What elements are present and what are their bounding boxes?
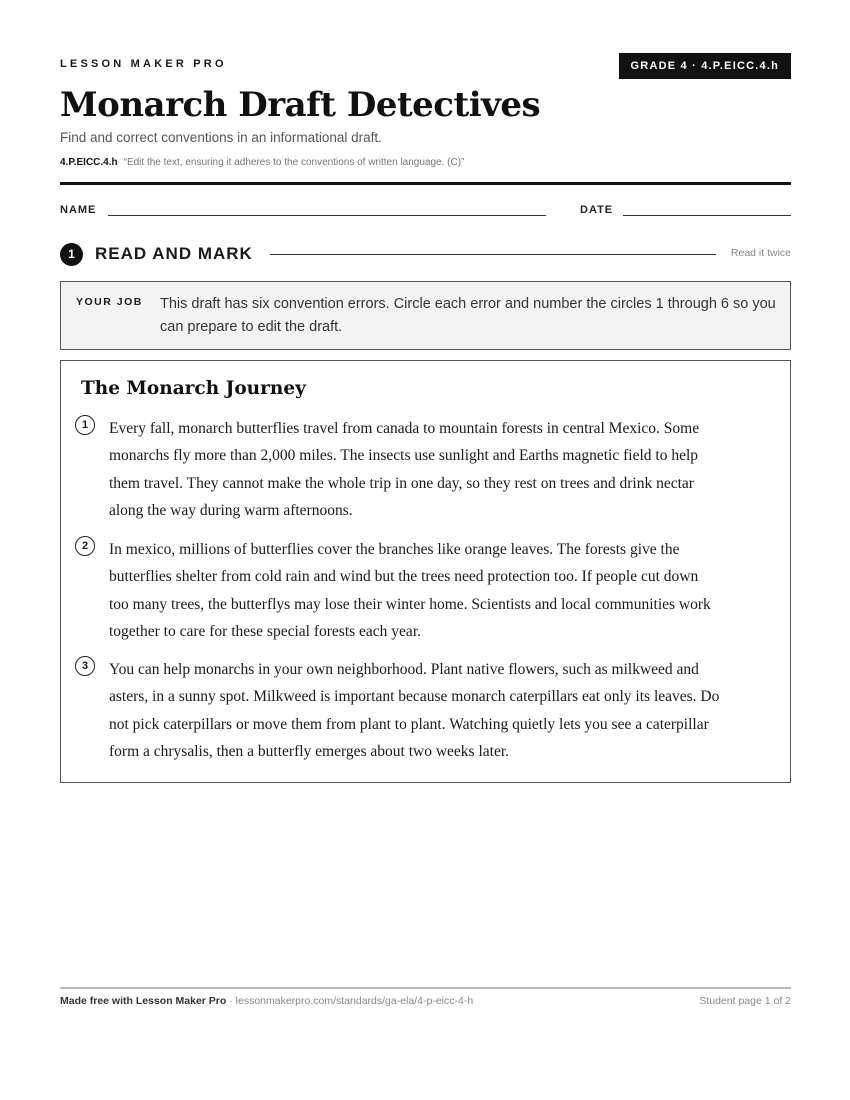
footer-page-number: Student page 1 of 2	[699, 995, 791, 1007]
paragraph-line: butterflies shelter from cold rain and wind but the trees need protection too. If people cut down	[109, 568, 699, 586]
section-divider	[270, 254, 716, 255]
grade-badge: GRADE 4 · 4.P.EICC.4.h	[619, 53, 791, 79]
draft-passage-box	[60, 360, 791, 783]
job-label: YOUR JOB	[76, 296, 143, 308]
footer-divider	[60, 987, 791, 989]
standard-code: 4.P.EICC.4.h	[60, 157, 118, 168]
paragraph-line: not pick caterpillars or move them from plant to plant. Watching quietly lets you see a caterpillar	[109, 715, 709, 733]
paragraph-line: too many trees, the butterflys may lose their winter home. Scientists and local communities work	[109, 595, 711, 613]
section-header	[60, 242, 791, 266]
paragraph-line: form a chrysalis, then a butterfly emerges about two weeks later.	[109, 742, 510, 760]
paragraph-line: In mexico, millions of butterflies cover the branches like orange leaves. The forests give the	[109, 541, 680, 558]
draft-title: The Monarch Journey	[81, 378, 306, 399]
paragraph-line: together to care for these special forests each year.	[109, 622, 421, 640]
job-instructions-box	[60, 281, 791, 350]
paragraph-line: You can help monarchs in your own neighborhood. Plant native flowers, such as milkweed and	[109, 661, 699, 678]
date-field[interactable]	[623, 215, 791, 216]
worksheet-page	[60, 0, 791, 1100]
date-label: DATE	[580, 204, 614, 216]
name-label: NAME	[60, 204, 97, 216]
section-number-badge: 1	[60, 243, 83, 266]
paragraph-number-badge: 3	[75, 656, 95, 676]
paragraph-line: asters, in a sunny spot. Milkweed is important because monarch caterpillars eat only its leaves. Do	[109, 688, 720, 706]
section-title: READ AND MARK	[95, 244, 253, 263]
footer-made-with: Made free with Lesson Maker Pro	[60, 995, 227, 1007]
name-field[interactable]	[108, 215, 546, 216]
standard-text: “Edit the text, ensuring it adheres to the conventions of written language. (C)”	[123, 157, 465, 168]
paragraph-line: along the way during warm afternoons.	[109, 501, 353, 519]
paragraph-line: them travel. They cannot make the whole trip in one day, so they rest on trees and drink nectar	[109, 474, 694, 492]
page-title: Monarch Draft Detectives	[60, 85, 541, 125]
page-subtitle: Find and correct conventions in an informational draft.	[60, 130, 382, 145]
paragraph-text[interactable]	[109, 656, 777, 765]
paragraph-number-badge: 1	[75, 415, 95, 435]
paragraph-line: Every fall, monarch butterflies travel from canada to mountain forests in central Mexico. Some	[109, 420, 700, 437]
paragraph-text[interactable]	[109, 536, 777, 645]
footer-credit	[60, 995, 473, 1007]
job-text: This draft has six convention errors. Circle each error and number the circles 1 through 6 so you can prepare to edit the draft.	[160, 296, 776, 335]
brand-name: LESSON MAKER PRO	[60, 58, 227, 70]
paragraph-text[interactable]	[109, 415, 777, 524]
section-hint: Read it twice	[730, 247, 791, 259]
paragraph-number-badge: 2	[75, 536, 95, 556]
footer-url[interactable]: · lessonmakerpro.com/standards/ga-ela/4-p-eicc-4-h	[226, 995, 474, 1007]
paragraph-line: monarchs fly more than 2,000 miles. The insects use sunlight and Earths magnetic field to help	[109, 447, 699, 465]
header-divider	[60, 182, 791, 185]
standard-reference	[60, 157, 464, 168]
